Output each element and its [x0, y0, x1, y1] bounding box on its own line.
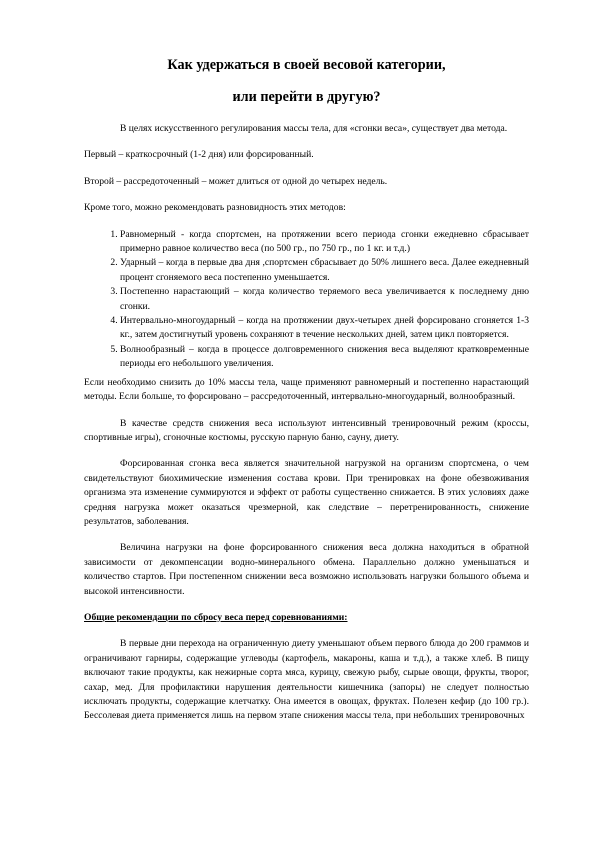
list-item: 5. Волнообразный – когда в процессе долговременного снижения веса выделяют кратковременные периоды его небольшого увеличения.: [120, 343, 529, 372]
list-item: 4. Интервально-многоударный – когда на протяжении двух-четырех дней форсировано сгоняется 1-3 кг., затем достигнутый уровень сохраняют в течение нескольких дней, затем цикл повторяется.: [120, 314, 529, 343]
title-line-2: или перейти в другую?: [232, 89, 381, 105]
method-2-paragraph: Второй – рассредоточенный – может длиться от одной до четырех недель.: [84, 175, 388, 187]
variants-intro-paragraph: Кроме того, можно рекомендовать разновидность этих методов:: [84, 202, 346, 214]
list-item: 3. Постепенно нарастающий – когда количество теряемого веса увеличивается к последнему дню сгонки.: [120, 285, 529, 314]
list-item: 2. Ударный – когда в первые два дня ,спортсмен сбрасывает до 50% лишнего веса. Далее ежедневный процент сгоняемого веса постепенно уменьшается.: [120, 256, 529, 285]
list-item: 1. Равномерный - когда спортсмен, на протяжении всего периода сгонки ежедневно сбрасывает примерно равное количество веса (по 500 гр., по 750 гр., по 1 кг. и т.д.): [120, 228, 529, 257]
diet-paragraph: В первые дни перехода на ограниченную диету уменьшают объем первого блюда до 200 граммов и ограничивают гарниры, содержащие углеводы (картофель, макароны, каша и т.д.), а также хлеб. В пищу включают такие продукты, как нежирные сорта мяса, курицу, свежую рыбу, сырые овощи, фрукты, творог, сахар, мед. Для профилактики нарушения деятельности кишечника (запоры) не следует полностью исключать продукты, содержащие клетчатку. Она имеется в овощах, фруктах. Полезен кефир (до 100 гр.). Бессолевая диета применяется лишь на первом этапе снижения массы тела, при небольших тренировочных: [84, 638, 529, 722]
means-paragraph: В качестве средств снижения веса используют интенсивный тренировочный режим (кроссы, спортивные игры), сгоночные костюмы, русскую парную баню, сауну, диету.: [84, 417, 529, 443]
document-page: [84, 56, 529, 736]
intro-paragraph: В целях искусственного регулирования массы тела, для «сгонки веса», существует два метода.: [120, 123, 508, 134]
method-1-paragraph: Первый – краткосрочный (1-2 дня) или форсированный.: [84, 149, 314, 161]
choice-paragraph: Если необходимо снизить до 10% массы тела, чаще применяют равномерный и постепенно нарастающий методы. Если больше, то форсировано – рассредоточенный, интервально-многоударный, волнообразный.: [84, 376, 529, 403]
forced-paragraph: Форсированная сгонка веса является значительной нагрузкой на организм спортсмена, о чем свидетельствуют биохимические изменения состава крови. При тренировках на фоне обезвоживания организма эта изменение суммируются и эффект от работы существенно снижается. В этих условиях даже средняя нагрузка может оказаться чрезмерной, как следствие – перетренированность, снижение результатов, заболевания.: [84, 458, 529, 527]
section-heading: Общие рекомендации по сбросу веса перед соревнованиями:: [84, 611, 348, 623]
variants-list: [84, 228, 529, 372]
load-paragraph: Величина нагрузки на фоне форсированного снижения веса должна находиться в обратной зависимости от декомпенсации водно-минерального обмена. Параллельно должно уменьшаться и количество стартов. При постепенном снижении веса возможно использовать нагрузки большого объема и высокой интенсивности.: [84, 542, 529, 597]
title-line-1: Как удержаться в своей весовой категории,: [167, 57, 446, 73]
